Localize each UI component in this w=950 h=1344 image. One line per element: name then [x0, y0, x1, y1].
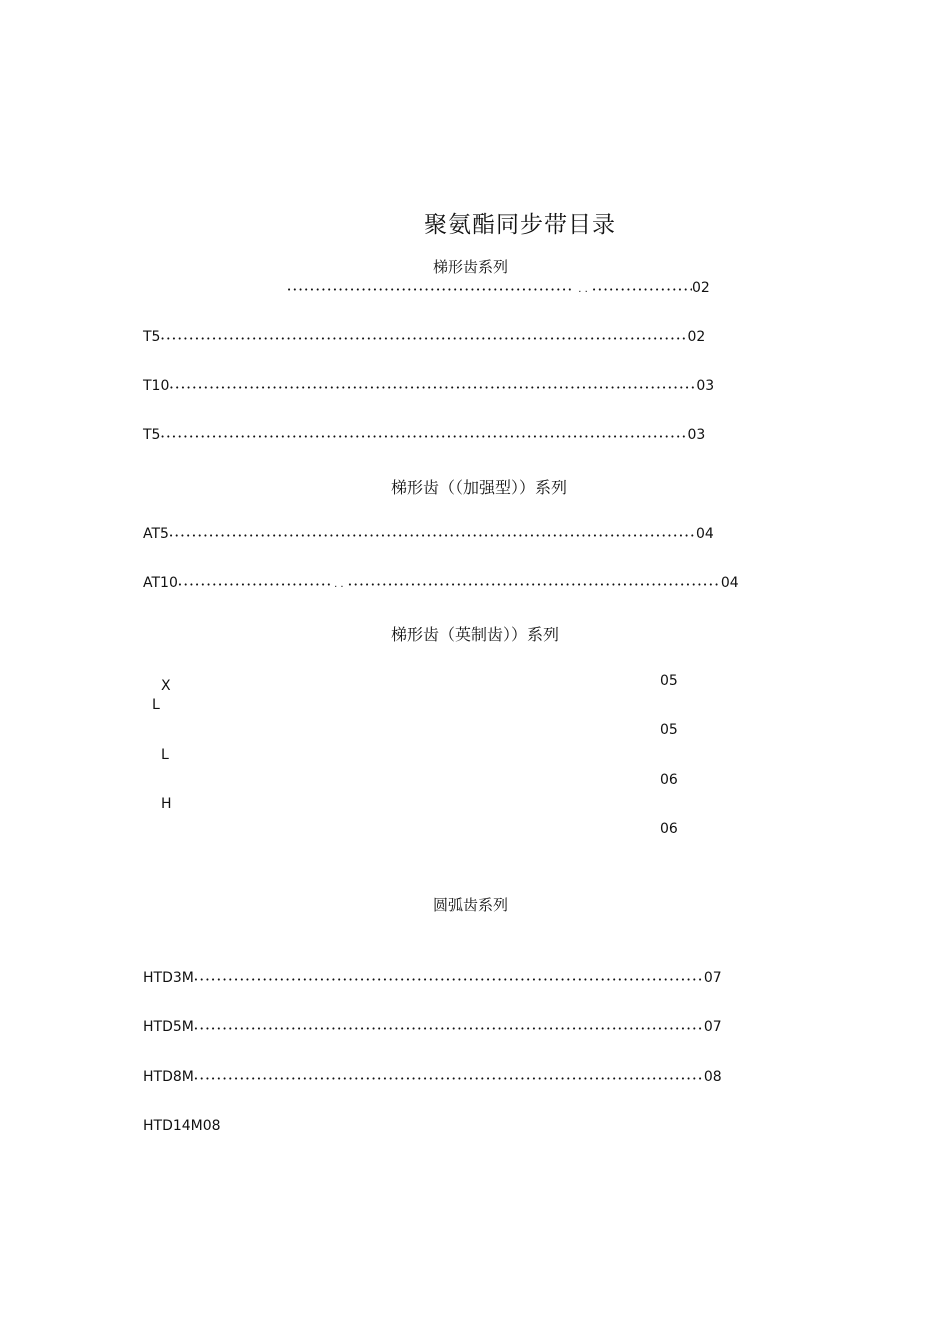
section-trapezoid-reinforced: 梯形齿（（加强型））系列 [391, 478, 568, 497]
section-trapezoid-imperial: 梯形齿（英制齿））系列 [391, 625, 560, 644]
leader-dots [178, 575, 330, 591]
leader-dots [169, 526, 696, 542]
page-title: 聚氨酯同步带目录 [424, 212, 616, 238]
toc-entry-htd14m[interactable]: HTD14M08 [143, 1118, 221, 1134]
entry-label: T10 [143, 378, 170, 394]
toc-entry-htd8m[interactable] [143, 1069, 722, 1085]
entry-label: AT10 [143, 575, 178, 591]
toc-entry-at5[interactable] [143, 526, 714, 542]
imperial-page-2: 05 [660, 722, 678, 738]
page-number: 02 [687, 329, 706, 345]
imperial-label-h[interactable]: H [161, 796, 172, 812]
imperial-label-x[interactable]: X [161, 678, 171, 694]
page-number: 02 [692, 280, 710, 296]
page-number: 04 [695, 526, 714, 542]
section-arc: 圆弧齿系列 [433, 896, 509, 914]
entry-label: HTD5M [143, 1019, 194, 1035]
imperial-page-3: 06 [660, 772, 678, 788]
page-number: 03 [687, 427, 706, 443]
page-number: 07 [703, 1019, 722, 1035]
leader-dots [194, 970, 704, 986]
toc-entry-htd3m[interactable] [143, 970, 722, 986]
leader-dots [287, 280, 574, 296]
leader-dots [169, 378, 696, 394]
leader-gap: . . [578, 284, 588, 295]
imperial-page-4: 06 [660, 821, 678, 837]
leader-dots [160, 427, 687, 443]
leader-dots [194, 1069, 704, 1085]
page-number: 07 [703, 970, 722, 986]
imperial-label-l[interactable]: L [152, 697, 160, 713]
toc-entry-t5-second[interactable] [143, 427, 705, 443]
entry-label: AT5 [143, 526, 169, 542]
toc-entry-t10[interactable] [143, 378, 714, 394]
toc-entry-at10[interactable] [143, 575, 739, 591]
entry-label: HTD3M [143, 970, 194, 986]
entry-label: T5 [143, 329, 161, 345]
imperial-label-l-second[interactable]: L [161, 747, 169, 763]
section-trapezoid: 梯形齿系列 [433, 258, 509, 276]
page-number: 08 [703, 1069, 722, 1085]
toc-entry-t5[interactable] [143, 329, 705, 345]
entry-label: T5 [143, 427, 161, 443]
leader-dots [348, 575, 721, 591]
leader-gap: . . [334, 579, 344, 590]
toc-entry-trapezoid[interactable] [287, 280, 710, 296]
page-number: 04 [720, 575, 739, 591]
page-number: 03 [696, 378, 715, 394]
toc-entry-htd5m[interactable] [143, 1019, 722, 1035]
imperial-page-1: 05 [660, 673, 678, 689]
leader-dots [160, 329, 687, 345]
entry-label: HTD8M [143, 1069, 194, 1085]
leader-dots [592, 280, 692, 296]
leader-dots [194, 1019, 704, 1035]
